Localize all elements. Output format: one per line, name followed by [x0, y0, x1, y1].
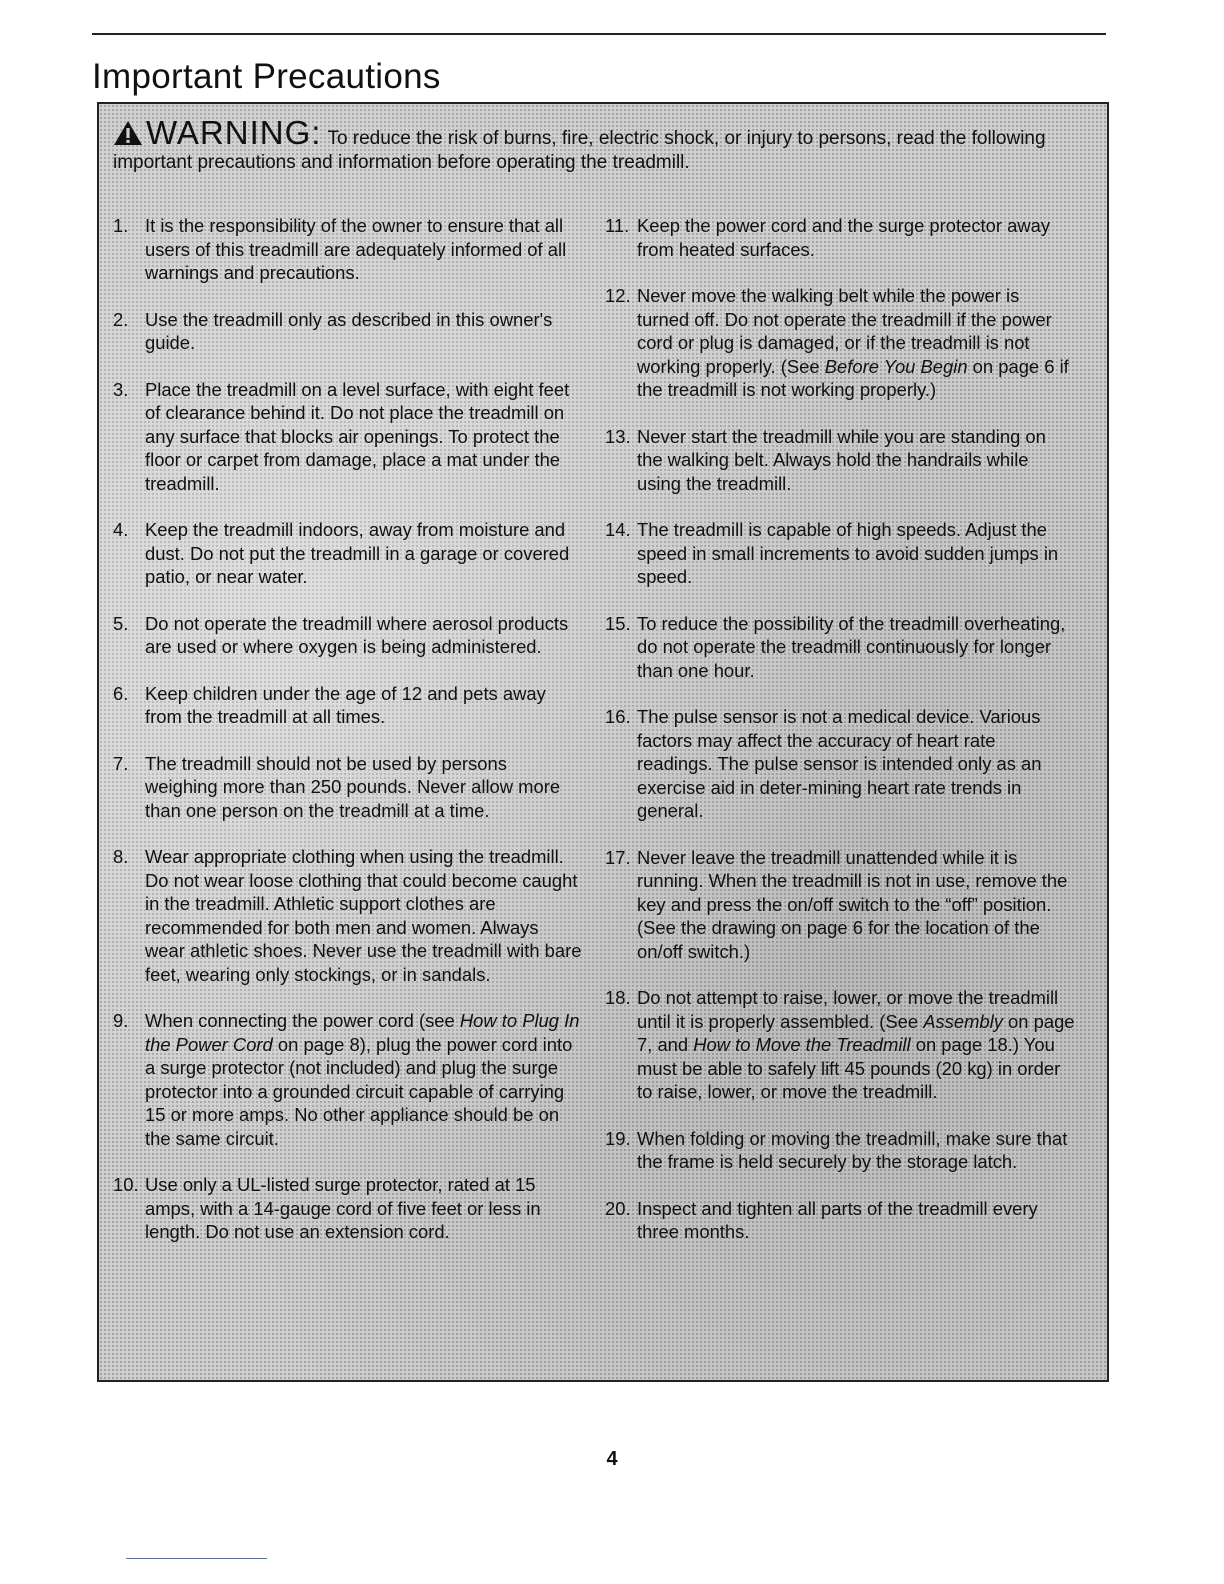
precaution-text-part: Keep children under the age of 12 and pets away from the treadmill at all times. [145, 682, 546, 727]
precautions-box [97, 102, 1109, 1382]
precaution-reference: How to Plug In the Power Cord [145, 1010, 580, 1055]
precaution-item [605, 284, 1075, 402]
precaution-number: 7. [113, 752, 129, 774]
precaution-text-part: on page 6 if the treadmill is not working properly.) [637, 355, 1069, 400]
precaution-text-part: To reduce the possibility of the treadmill overheating, do not operate the treadmill continuously for longer than one hour. [637, 612, 1066, 681]
precaution-number: 10. [113, 1174, 139, 1195]
precaution-item [113, 752, 583, 823]
precaution-item [113, 378, 583, 496]
precaution-text [145, 846, 581, 985]
precaution-text [145, 215, 566, 283]
header-rule [92, 33, 1106, 35]
precaution-text-part: Keep the treadmill indoors, away from moisture and dust. Do not put the treadmill in a garage or covered patio, or near water. [145, 519, 570, 587]
precaution-item [113, 518, 583, 589]
precaution-number: 8. [113, 846, 129, 867]
precaution-number: 18. [605, 987, 631, 1008]
precaution-item [605, 518, 1075, 589]
page-number: 4 [606, 1448, 618, 1470]
precaution-text [637, 1128, 1067, 1173]
precaution-text-part: Wear appropriate clothing when using the treadmill. Do not wear loose clothing that could become caught in the treadmill. Athletic support clothes are recommended for both men and women. Always wear athletic shoes. Never use the treadmill with bare feet, wearing only stockings, or in sandals. [145, 846, 582, 985]
precaution-text-part: Do not attempt to raise, lower, or move the treadmill until it is properly assembled. (See [637, 987, 1059, 1032]
precaution-text-part: Inspect and tighten all parts of the treadmill every three months. [637, 1197, 1038, 1242]
precaution-item [113, 214, 583, 285]
precaution-text-part: Use only a UL-listed surge protector, rated at 15 amps, with a 14-gauge cord of five feet or less in length. Do not use an extension cord. [145, 1174, 541, 1242]
precaution-text [145, 1010, 579, 1149]
precaution-text-part: Never leave the treadmill unattended while it is running. When the treadmill is not in use, remove the key and press the on/off switch to the “off” position. (See the drawing on page 6 for the location of the on/off switch.) [637, 846, 1068, 962]
precaution-number: 16. [605, 706, 631, 727]
precaution-text-part: on page 18.) You must be able to safely lift 45 pounds (20 kg) in order to raise, lower, or move the treadmill. [637, 1034, 1061, 1102]
precaution-number: 2. [113, 308, 129, 330]
precaution-text [145, 753, 560, 821]
precaution-number: 5. [113, 612, 129, 634]
footer-rule [126, 1558, 267, 1559]
precaution-reference: Assembly [923, 1010, 1003, 1032]
precaution-text [145, 379, 569, 494]
warning-text: To reduce the risk of burns, fire, electric shock, or injury to persons, read the following important precautions and information before operating the treadmill. [113, 128, 1046, 173]
precaution-text-part: Keep the power cord and the surge protector away from heated surfaces. [637, 215, 1051, 260]
precaution-number: 3. [113, 378, 129, 400]
precaution-text [145, 1174, 541, 1242]
precaution-text-part: Never move the walking belt while the power is turned off. Do not operate the treadmill if the power cord or plug is damaged, or if the treadmill is not working properly. (See [637, 285, 1052, 377]
page-title: Important Precautions [92, 57, 441, 97]
precaution-text-part: It is the responsibility of the owner to ensure that all users of this treadmill are adequately informed of all warnings and precautions. [145, 215, 567, 283]
precaution-text-part: The pulse sensor is not a medical device. Various factors may affect the accuracy of heart rate readings. The pulse sensor is intended only as an exercise aid in deter-mining heart rate trends in general. [637, 706, 1042, 821]
precaution-text [637, 519, 1058, 587]
precaution-text-part: Do not operate the treadmill where aerosol products are used or where oxygen is being administered. [145, 612, 569, 657]
precaution-number: 14. [605, 519, 631, 540]
warning-label: WARNING: [146, 114, 322, 151]
precaution-number: 9. [113, 1010, 129, 1031]
precaution-text-part: The treadmill should not be used by persons weighing more than 250 pounds. Never allow more than one person on the treadmill at a time. [145, 752, 561, 821]
precaution-text [637, 613, 1065, 681]
precaution-text [637, 987, 1075, 1102]
precaution-text [637, 847, 1067, 962]
precaution-text-part: on page 8), plug the power cord into a surge protector (not included) and plug the surge protector into a grounded circuit capable of carrying 15 or more amps. No other appliance should be on the same circuit. [145, 1033, 573, 1149]
precaution-reference: Before You Begin [824, 355, 968, 377]
precaution-text-part: When folding or moving the treadmill, make sure that the frame is held securely by the storage latch. [637, 1127, 1068, 1172]
precaution-number: 1. [113, 215, 129, 236]
precautions-right-column [605, 214, 1075, 1267]
precaution-text-part: Use the treadmill only as described in this owner's guide. [145, 308, 553, 353]
precaution-number: 11. [605, 215, 630, 236]
precaution-item [605, 612, 1075, 683]
precaution-number: 20. [605, 1197, 631, 1219]
precaution-item [113, 308, 583, 355]
precaution-item [113, 682, 583, 729]
precaution-item [605, 705, 1075, 823]
precaution-text [145, 309, 552, 354]
precaution-item [113, 845, 583, 986]
precaution-item [605, 1197, 1075, 1244]
precaution-text-part: Place the treadmill on a level surface, with eight feet of clearance behind it. Do not place the treadmill on any surface that blocks air openings. To protect the floor or carpet from damage, place a mat under the treadmill. [145, 378, 570, 494]
precaution-item [113, 1009, 583, 1150]
precaution-text-part: Never start the treadmill while you are standing on the walking belt. Always hold the handrails while using the treadmill. [637, 425, 1046, 494]
precaution-item [605, 986, 1075, 1104]
precaution-item [605, 1127, 1075, 1174]
precaution-text [637, 215, 1050, 260]
precaution-text-part: on page 7, and [637, 1010, 1075, 1055]
precaution-reference: How to Move the Treadmill [693, 1034, 911, 1055]
precaution-item [605, 425, 1075, 496]
precaution-text-part: When connecting the power cord (see [145, 1010, 460, 1031]
warning-heading [113, 114, 327, 151]
precaution-text [145, 683, 546, 728]
precaution-number: 15. [605, 612, 631, 634]
precaution-item [113, 1173, 583, 1244]
warning-triangle-icon [113, 120, 143, 146]
precaution-number: 13. [605, 425, 631, 447]
precaution-item [113, 612, 583, 659]
precaution-text [637, 706, 1042, 821]
precaution-number: 6. [113, 682, 129, 704]
precaution-text [145, 613, 568, 658]
precaution-number: 4. [113, 519, 129, 540]
precaution-text [637, 1198, 1038, 1243]
precaution-text [637, 285, 1069, 400]
precautions-left-column [113, 214, 583, 1267]
precaution-text-part: The treadmill is capable of high speeds. Adjust the speed in small increments to avoid sudden jumps in speed. [637, 519, 1059, 587]
precaution-item [605, 214, 1075, 261]
precaution-item [605, 846, 1075, 964]
precaution-text [145, 519, 569, 587]
precaution-number: 12. [605, 285, 631, 306]
warning-statement [113, 114, 1093, 175]
precaution-text [637, 426, 1046, 494]
precaution-number: 19. [605, 1127, 631, 1149]
precaution-number: 17. [605, 846, 631, 868]
